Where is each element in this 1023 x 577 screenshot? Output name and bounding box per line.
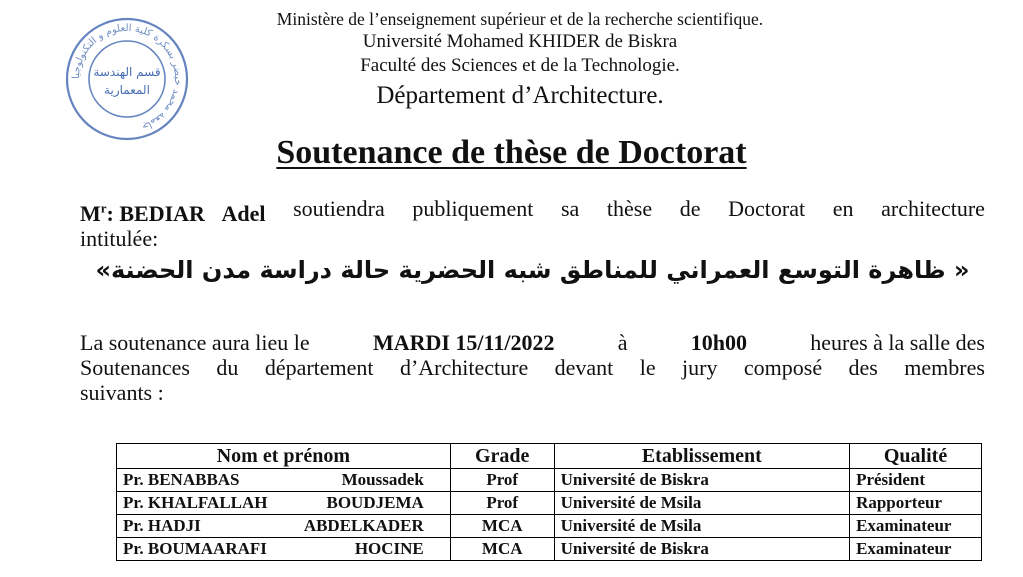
table-row [117,469,982,492]
candidate-word: thèse [606,196,653,221]
schedule-line-2 [80,355,985,380]
schedule-word: composé [743,355,823,380]
member-name: Pr. HADJI ABDELKADER [117,515,451,538]
university-line: Université Mohamed KHIDER de Biskra [362,31,678,52]
schedule-text: La soutenance aura lieu le [80,330,310,355]
member-name: Pr. KHALFALLAH BOUDJEMA [117,492,451,515]
document-title: Soutenance de thèse de Doctorat [276,134,747,171]
member-etablissement: Université de Msila [554,515,849,538]
member-grade: Prof [450,492,554,515]
member-etablissement: Université de Biskra [554,469,849,492]
member-grade: MCA [450,515,554,538]
schedule-text: à [617,330,628,355]
schedule-paragraph [80,330,985,405]
member-etablissement: Université de Biskra [554,538,849,561]
candidate-word: Doctorat [728,196,806,221]
defense-time: 10h00 [690,330,747,355]
intitulee-line: intitulée: [80,226,159,252]
candidate-word: de [679,196,701,221]
schedule-word: devant [554,355,614,380]
member-name: Pr. BENABBAS Moussadek [117,469,451,492]
ministry-line: Ministère de l’enseignement supérieur et de la recherche scientifique. [276,9,764,29]
schedule-word: le [639,355,656,380]
column-header-name: Nom et prénom [117,444,451,469]
table-row [117,515,982,538]
schedule-word: jury [682,355,718,380]
candidate-word: publiquement [412,196,534,221]
column-header-qualite: Qualité [850,444,982,469]
jury-header-row [117,444,982,469]
schedule-text: heures à la salle des [810,330,985,355]
member-qualite: Rapporteur [850,492,982,515]
schedule-word: des [848,355,878,380]
institution-header [200,8,840,112]
candidate-name: $M^r$: BEDIAR Adel [80,201,266,227]
schedule-word: du [216,355,239,380]
schedule-line-1 [80,330,985,355]
candidate-word: sa [560,196,580,221]
column-header-etablissement: Etablissement [554,444,849,469]
member-qualite: Président [850,469,982,492]
candidate-line [80,196,985,226]
seal-ring-text: جامعة محمد خيضر بسكرة كلية العلوم و التكنولوجيا [70,22,184,133]
department-line: Département d’Architecture. [376,82,664,109]
candidate-word: soutiendra [293,196,385,221]
defense-date: MARDI 15/11/2022 [372,330,555,355]
member-etablissement: Université de Msila [554,492,849,515]
member-qualite: Examinateur [850,515,982,538]
candidate-paragraph [80,196,985,251]
candidate-firstname: Adel [221,201,266,227]
column-header-grade: Grade [450,444,554,469]
member-grade: MCA [450,538,554,561]
table-row [117,492,982,515]
member-qualite: Examinateur [850,538,982,561]
table-row [117,538,982,561]
schedule-line-3: suivants : [80,380,164,405]
candidate-word: en [832,196,854,221]
member-name: Pr. BOUMAARAFI HOCINE [117,538,451,561]
university-seal-icon [62,14,192,144]
jury-table [116,443,982,561]
member-grade: Prof [450,469,554,492]
schedule-word: département [264,355,374,380]
candidate-word: architecture [881,196,985,221]
seal-center-text-1: قسم الهندسة [93,65,161,79]
schedule-word: Soutenances [80,355,190,380]
schedule-word: d’Architecture [399,355,529,380]
seal-center-text-2: المعمارية [104,83,150,97]
schedule-word: membres [904,355,985,380]
thesis-title-arabic: « ظاهرة التوسع العمراني للمناطق شبه الحضرية حالة دراسة مدن الحضنة» [95,256,970,284]
faculty-line: Faculté des Sciences et de la Technologie. [360,55,680,76]
candidate-surname: BEDIAR [119,201,205,227]
